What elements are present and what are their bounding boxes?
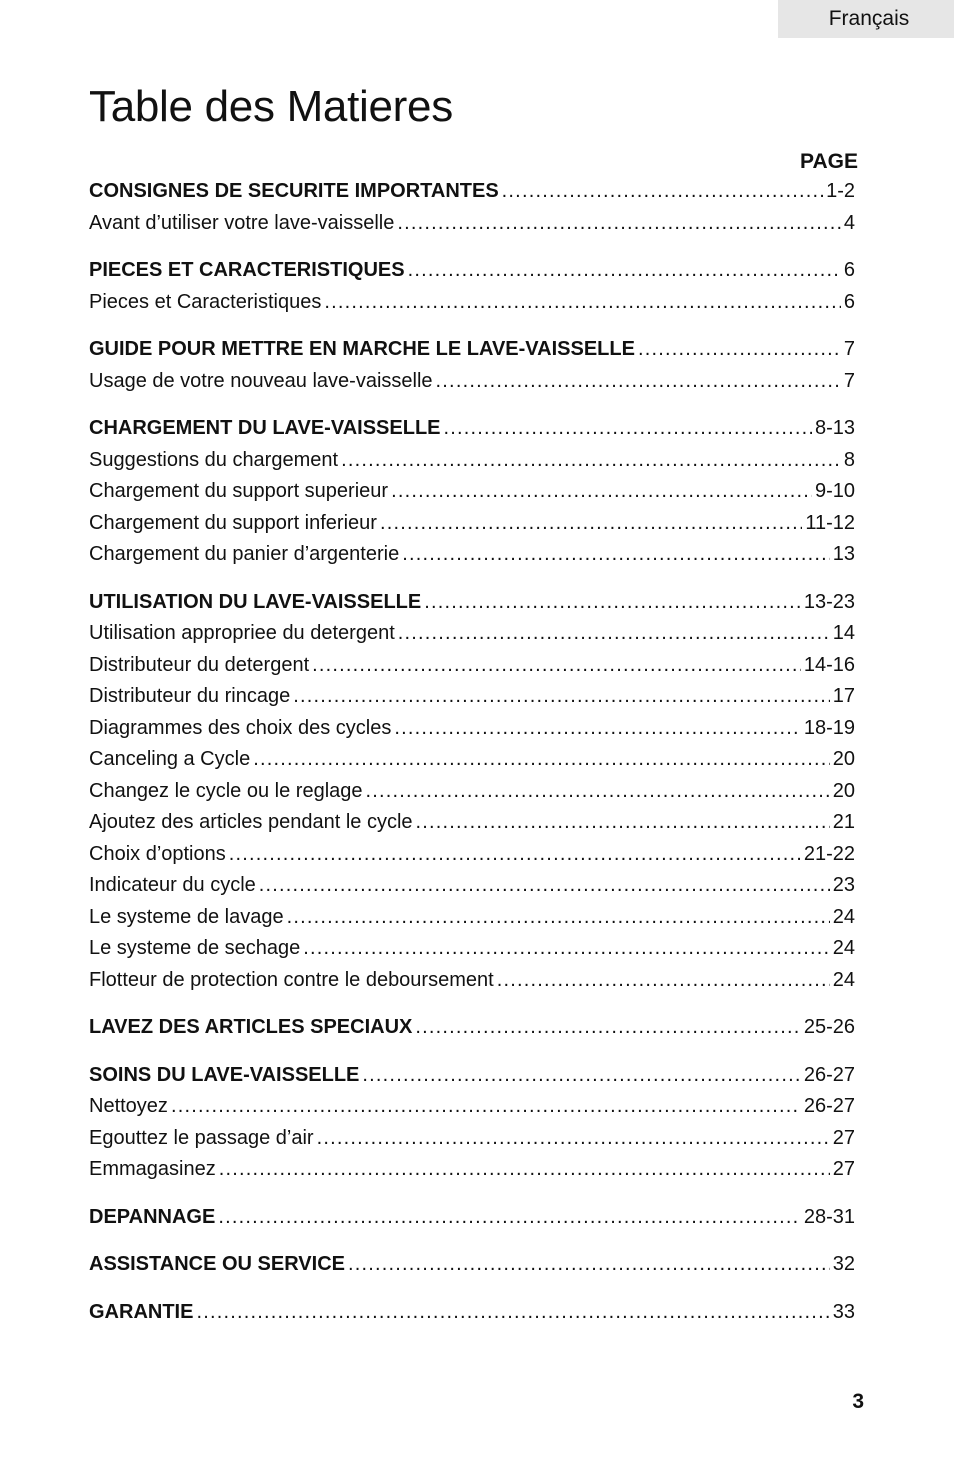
page-column-header: PAGE	[800, 150, 858, 173]
toc-entry-page: 20	[832, 748, 855, 770]
dot-leader	[303, 937, 830, 960]
toc-entry-label: DEPANNAGE	[89, 1205, 216, 1228]
dot-leader	[391, 480, 812, 503]
toc-entry-label: SOINS DU LAVE-VAISSELLE	[89, 1063, 360, 1086]
toc-entry-page: 21-22	[803, 842, 855, 865]
toc-entry-page: 7	[843, 338, 855, 360]
toc-entry-label: Chargement du support superieur	[89, 480, 389, 502]
toc-sub-entry	[89, 843, 855, 875]
toc-sub-entry	[89, 811, 855, 843]
toc-entry-label: PIECES ET CARACTERISTIQUES	[89, 259, 405, 281]
toc-sub-entry	[89, 370, 855, 402]
language-tab: Français	[778, 0, 954, 38]
toc-entry-page: 4	[843, 211, 855, 234]
toc-sub-entry	[89, 937, 855, 969]
toc-entry-label: Chargement du support inferieur	[89, 511, 377, 534]
toc-section-heading	[89, 180, 855, 212]
toc-entry-label: Chargement du panier d’argenterie	[89, 543, 400, 565]
dot-leader	[259, 874, 830, 897]
toc-entry-label: Choix d’options	[89, 842, 226, 865]
toc-entry-label: Changez le cycle ou le reglage	[89, 779, 363, 802]
dot-leader	[171, 1095, 801, 1118]
toc-entry-page: 14	[832, 622, 855, 644]
toc-section-heading	[89, 591, 855, 623]
toc-sub-entry	[89, 1095, 855, 1127]
toc-sub-entry	[89, 906, 855, 938]
toc-section-heading	[89, 1301, 855, 1333]
toc-entry-page: 1-2	[826, 180, 855, 202]
toc-entry-label: Distributeur du detergent	[89, 653, 310, 676]
toc-entry-label: Distributeur du rincage	[89, 685, 291, 707]
toc-section-heading	[89, 1206, 855, 1238]
page-title: Table des Matieres	[89, 82, 453, 131]
toc-entry-label: Utilisation appropriee du detergent	[89, 622, 395, 644]
toc-section-heading	[89, 259, 855, 291]
toc-entry-label: Diagrammes des choix des cycles	[89, 716, 392, 739]
toc-sub-entry	[89, 717, 855, 749]
toc-entry-page: 6	[843, 259, 855, 281]
toc-entry-page: 17	[832, 685, 855, 707]
toc-section-heading	[89, 417, 855, 449]
toc-entry-label: CHARGEMENT DU LAVE-VAISSELLE	[89, 417, 441, 439]
toc-sub-entry	[89, 543, 855, 575]
toc-sub-entry	[89, 622, 855, 654]
toc-sub-entry	[89, 512, 855, 544]
toc-entry-label: Usage de votre nouveau lave-vaisselle	[89, 369, 433, 392]
dot-leader	[436, 370, 841, 393]
toc-entry-label: LAVEZ DES ARTICLES SPECIAUX	[89, 1016, 413, 1038]
dot-leader	[402, 543, 830, 566]
dot-leader	[218, 1206, 801, 1229]
toc-entry-page: 24	[832, 905, 855, 928]
toc-sub-entry	[89, 1127, 855, 1159]
dot-leader	[415, 1016, 800, 1039]
dot-leader	[293, 685, 830, 708]
dot-leader	[317, 1127, 830, 1150]
toc-entry-label: Suggestions du chargement	[89, 448, 339, 471]
toc-entry-page: 14-16	[803, 653, 855, 676]
dot-leader	[424, 591, 801, 614]
toc-section-heading	[89, 1064, 855, 1096]
toc-entry-label: Le systeme de sechage	[89, 937, 301, 959]
toc-sub-entry	[89, 654, 855, 686]
toc-entry-page: 11-12	[805, 511, 855, 534]
toc-entry-page: 26-27	[803, 1095, 855, 1117]
dot-leader	[398, 622, 830, 645]
toc-section-heading	[89, 1016, 855, 1048]
dot-leader	[394, 717, 801, 740]
dot-leader	[497, 969, 830, 992]
toc-entry-label: Indicateur du cycle	[89, 874, 256, 896]
dot-leader	[219, 1158, 830, 1181]
dot-leader	[341, 449, 841, 472]
dot-leader	[312, 654, 801, 677]
toc-sub-entry	[89, 780, 855, 812]
dot-leader	[196, 1301, 829, 1324]
toc-entry-page: 6	[843, 290, 855, 313]
toc-entry-label: UTILISATION DU LAVE-VAISSELLE	[89, 590, 422, 613]
toc-entry-page: 24	[832, 937, 855, 959]
dot-leader	[253, 748, 830, 771]
toc-entry-label: ASSISTANCE OU SERVICE	[89, 1253, 345, 1275]
toc-entry-label: Egouttez le passage d’air	[89, 1126, 314, 1149]
toc-entry-label: GARANTIE	[89, 1300, 194, 1323]
toc-entry-page: 27	[832, 1158, 855, 1180]
toc-sub-entry	[89, 449, 855, 481]
toc-entry-page: 9-10	[814, 480, 855, 502]
dot-leader	[416, 811, 830, 834]
toc-entry-page: 25-26	[803, 1016, 855, 1038]
dot-leader	[444, 417, 812, 440]
toc-entry-page: 32	[832, 1253, 855, 1275]
toc-sub-entry	[89, 480, 855, 512]
toc-entry-page: 23	[832, 874, 855, 896]
toc-sub-entry	[89, 748, 855, 780]
toc-entry-label: Ajoutez des articles pendant le cycle	[89, 811, 413, 833]
toc-sub-entry	[89, 969, 855, 1001]
toc-entry-page: 26-27	[803, 1063, 855, 1086]
toc-entry-page: 27	[832, 1126, 855, 1149]
toc-entry-label: CONSIGNES DE SECURITE IMPORTANTES	[89, 180, 499, 202]
toc-entry-page: 28-31	[803, 1205, 855, 1228]
dot-leader	[397, 212, 841, 235]
toc-entry-label: GUIDE POUR METTRE EN MARCHE LE LAVE-VAISSELLE	[89, 338, 635, 360]
dot-leader	[408, 259, 841, 282]
toc-entry-label: Flotteur de protection contre le deboursement	[89, 968, 494, 991]
dot-leader	[502, 180, 823, 203]
toc-entry-page: 13	[832, 543, 855, 565]
page-number: 3	[852, 1390, 864, 1413]
toc-entry-page: 8-13	[814, 417, 855, 439]
toc-section-heading	[89, 338, 855, 370]
toc-entry-label: Pieces et Caracteristiques	[89, 290, 322, 313]
toc-entry-page: 24	[832, 968, 855, 991]
dot-leader	[287, 906, 830, 929]
dot-leader	[366, 780, 830, 803]
toc-entry-label: Emmagasinez	[89, 1158, 216, 1180]
toc-entry-page: 7	[843, 369, 855, 392]
toc-entry-page: 33	[832, 1300, 855, 1323]
toc-section-heading	[89, 1253, 855, 1285]
toc-sub-entry	[89, 291, 855, 323]
toc-sub-entry	[89, 212, 855, 244]
toc-entry-label: Le systeme de lavage	[89, 905, 284, 928]
dot-leader	[362, 1064, 800, 1087]
toc-entry-label: Avant d’utiliser votre lave-vaisselle	[89, 211, 395, 234]
toc-entry-page: 20	[832, 779, 855, 802]
toc-sub-entry	[89, 874, 855, 906]
toc-entry-page: 13-23	[803, 590, 855, 613]
dot-leader	[348, 1253, 830, 1276]
toc-entry-label: Canceling a Cycle	[89, 748, 251, 770]
dot-leader	[324, 291, 841, 314]
table-of-contents	[89, 180, 855, 1332]
dot-leader	[229, 843, 801, 866]
toc-entry-page: 21	[832, 811, 855, 833]
toc-entry-page: 8	[843, 448, 855, 471]
toc-entry-label: Nettoyez	[89, 1095, 168, 1117]
dot-leader	[380, 512, 802, 535]
toc-sub-entry	[89, 685, 855, 717]
toc-entry-page: 18-19	[803, 716, 855, 739]
toc-sub-entry	[89, 1158, 855, 1190]
dot-leader	[638, 338, 841, 361]
